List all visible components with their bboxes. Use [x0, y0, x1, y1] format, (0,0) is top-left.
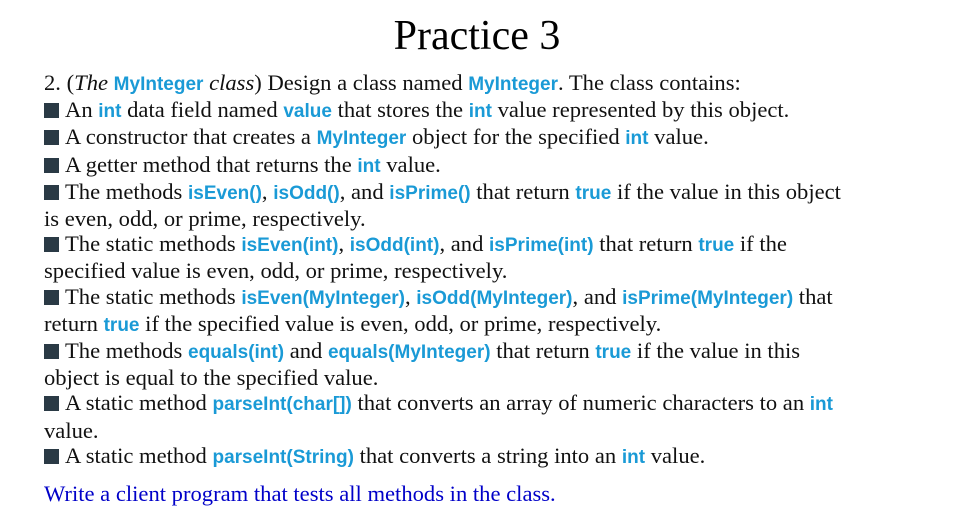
text-segment: , and	[439, 231, 490, 257]
text-segment: A static method	[65, 390, 213, 416]
text-segment: ,	[261, 178, 274, 204]
text-segment: , and	[339, 178, 390, 204]
text-segment: ,	[338, 231, 350, 257]
text-segment: value.	[648, 124, 709, 150]
text-line	[44, 338, 944, 365]
text-segment: that converts a string into an	[353, 442, 622, 468]
slide-title: Practice 3	[393, 13, 561, 59]
text-line	[44, 231, 944, 258]
code-term: MyInteger	[316, 128, 407, 150]
text-segment: An	[65, 97, 99, 123]
text-line	[44, 258, 944, 283]
code-term: isOdd(int)	[349, 235, 440, 257]
code-term: MyInteger	[468, 74, 558, 95]
text-segment: A getter method that returns the	[65, 151, 358, 177]
text-segment: that return	[593, 231, 699, 257]
code-term: isPrime()	[389, 182, 471, 204]
square-bullet-icon	[44, 290, 59, 305]
code-term: int	[625, 128, 649, 150]
code-term: isPrime(MyInteger)	[622, 287, 794, 309]
text-segment: if the value in this object	[611, 178, 841, 204]
text-line	[44, 311, 944, 338]
square-bullet-icon	[44, 344, 59, 359]
text-segment: ) Design a class named	[254, 70, 469, 95]
text-segment: and	[284, 338, 328, 364]
text-segment: The methods	[65, 178, 188, 204]
text-segment: The static methods	[65, 283, 242, 309]
code-term: int	[357, 155, 381, 177]
text-line	[44, 124, 944, 151]
text-segment: that stores the	[331, 97, 469, 123]
text-segment: that return	[470, 178, 576, 204]
code-term: int	[621, 446, 646, 468]
code-term: int	[468, 101, 492, 123]
square-bullet-icon	[44, 185, 59, 200]
slide-body	[44, 70, 944, 470]
text-line	[44, 70, 944, 97]
text-segment: value represented by this object.	[491, 97, 790, 123]
text-segment: value.	[44, 417, 99, 443]
text-line	[44, 390, 944, 417]
square-bullet-icon	[44, 130, 59, 145]
text-segment: object for the specified	[406, 124, 626, 150]
text-segment: that return	[490, 338, 596, 364]
code-term: isOdd()	[273, 182, 340, 204]
code-term: int	[98, 101, 122, 123]
text-segment: . The class contains:	[557, 70, 741, 95]
text-line	[44, 443, 944, 470]
code-term: isPrime(int)	[489, 235, 594, 257]
text-segment: if the value in this	[631, 338, 801, 364]
text-segment: 2. (	[44, 70, 75, 95]
text-segment: value.	[380, 151, 441, 177]
square-bullet-icon	[44, 449, 59, 464]
code-term: true	[698, 235, 735, 257]
square-bullet-icon	[44, 158, 59, 173]
code-term: true	[103, 314, 140, 336]
text-segment: A static method	[65, 442, 213, 468]
code-term: equals(MyInteger)	[327, 342, 491, 364]
text-segment: object is equal to the specified value.	[44, 365, 379, 391]
text-line	[44, 97, 944, 124]
code-term: equals(int)	[188, 342, 285, 364]
text-line	[44, 179, 944, 206]
text-line	[44, 418, 944, 443]
text-segment: specified value is even, odd, or prime, respectively.	[44, 258, 508, 284]
text-segment: is even, odd, or prime, respectively.	[44, 206, 366, 232]
text-segment: ,	[404, 283, 417, 309]
text-line	[44, 206, 944, 231]
text-segment: A constructor that creates a	[65, 124, 317, 150]
code-term: int	[809, 394, 833, 416]
text-segment: The methods	[65, 338, 188, 364]
text-segment: data field named	[121, 97, 284, 123]
square-bullet-icon	[44, 237, 59, 252]
text-line	[44, 152, 944, 179]
code-term: true	[595, 342, 632, 364]
code-term: value	[283, 101, 332, 123]
text-segment: , and	[572, 283, 623, 309]
text-segment: that	[793, 283, 833, 309]
text-line	[44, 365, 944, 390]
code-term: isEven()	[188, 182, 262, 204]
closing-instruction: Write a client program that tests all methods in the class.	[44, 481, 556, 506]
text-segment: return	[44, 310, 104, 336]
code-term: isEven(MyInteger)	[241, 287, 405, 309]
square-bullet-icon	[44, 103, 59, 118]
code-term: parseInt(char[])	[212, 394, 352, 416]
code-term: isEven(int)	[241, 235, 339, 257]
code-term: isOdd(MyInteger)	[416, 287, 573, 309]
text-segment: The static methods	[65, 231, 242, 257]
code-term: true	[575, 182, 612, 204]
italic-text: class	[203, 70, 255, 95]
code-term: parseInt(String)	[212, 446, 354, 468]
italic-text: The	[74, 70, 114, 95]
text-line	[44, 284, 944, 311]
square-bullet-icon	[44, 396, 59, 411]
code-term: MyInteger	[113, 74, 204, 95]
text-segment: if the specified value is even, odd, or prime, respectively.	[139, 310, 662, 336]
text-segment: value.	[645, 442, 706, 468]
text-segment: that converts an array of numeric characters to an	[351, 390, 810, 416]
text-segment: if the	[734, 231, 787, 257]
